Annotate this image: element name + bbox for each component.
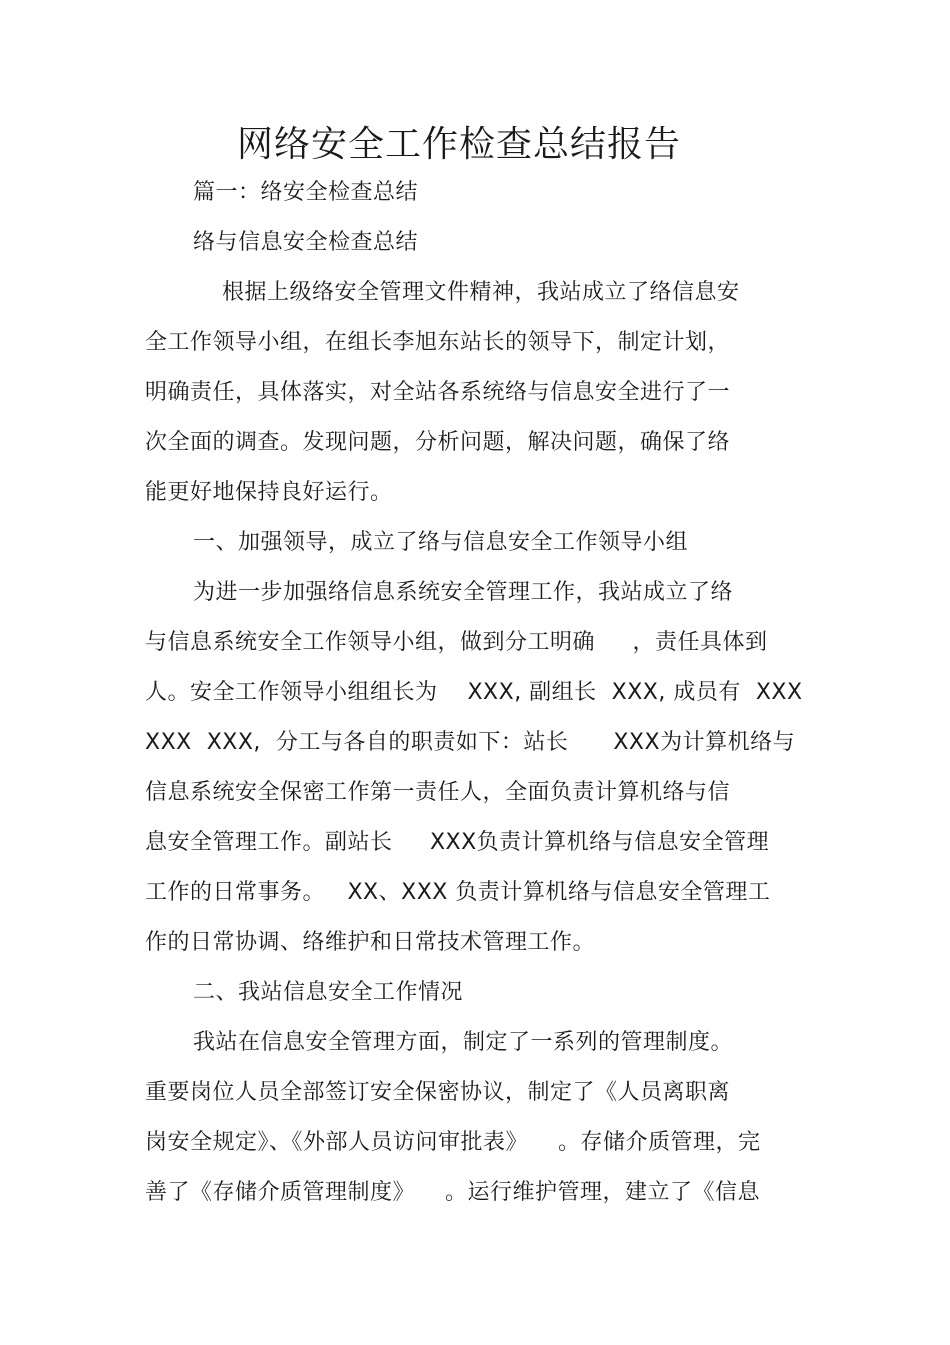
paragraph-line: 岗安全规定》、《外部人员访问审批表》 。存储介质管理，完 — [145, 1130, 761, 1155]
paragraph-line: 次全面的调查。发现问题，分析问题，解决问题，确保了络 — [145, 430, 731, 455]
page-title: 网络安全工作检查总结报告 — [236, 124, 681, 165]
section-heading: 二、我站信息安全工作情况 — [193, 980, 464, 1005]
paragraph-line: 信息系统安全保密工作第一责任人，全面负责计算机络与信 — [145, 780, 731, 805]
paragraph-line: 全工作领导小组，在组长李旭东站长的领导下，制定计划， — [145, 330, 731, 355]
paragraph-line: 根据上级络安全管理文件精神，我站成立了络信息安 — [222, 280, 740, 305]
paragraph-line: 明确责任，具体落实，对全站各系统络与信息安全进行了一 — [145, 380, 731, 405]
paragraph-line: 作的日常协调、络维护和日常技术管理工作。 — [145, 930, 596, 955]
subheading: 络与信息安全检查总结 — [193, 230, 419, 255]
paragraph-line: 重要岗位人员全部签订安全保密协议，制定了《人员离职离 — [145, 1080, 731, 1105]
paragraph-line: 善了《存储介质管理制度》 。运行维护管理，建立了《信息 — [145, 1180, 760, 1205]
section-heading: 一、加强领导，成立了络与信息安全工作领导小组 — [193, 530, 689, 555]
paragraph-line: 工作的日常事务。 XX、XXX 负责计算机络与信息安全管理工 — [145, 880, 771, 905]
paragraph-line: XXX XXX, 分工与各自的职责如下：站长 XXX为计算机络与 — [145, 730, 796, 755]
paragraph-line: 我站在信息安全管理方面，制定了一系列的管理制度。 — [193, 1030, 734, 1055]
paragraph-line: 能更好地保持良好运行。 — [145, 480, 393, 505]
section-heading: 篇一：络安全检查总结 — [193, 180, 419, 205]
paragraph-line: 与信息系统安全工作领导小组，做到分工明确 ，责任具体到 — [145, 630, 768, 655]
paragraph-line: 息安全管理工作。副站长 XXX负责计算机络与信息安全管理 — [145, 830, 770, 855]
paragraph-line: 人。安全工作领导小组组长为 XXX, 副组长 XXX, 成员有 XXX — [145, 680, 803, 705]
paragraph-line: 为进一步加强络信息系统安全管理工作，我站成立了络 — [193, 580, 734, 605]
